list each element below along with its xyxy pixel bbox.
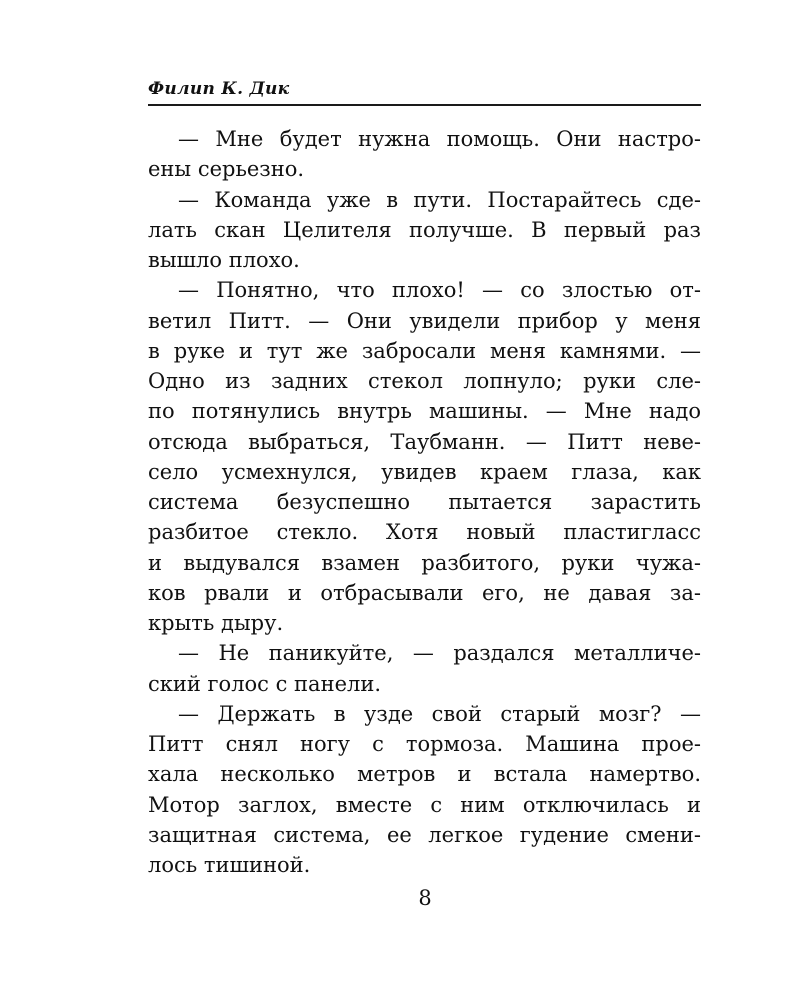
- text-line: разбитое стекло. Хотя новый пластигласс: [148, 520, 701, 545]
- text-line: — Держать в узде свой старый мозг? —: [178, 701, 701, 726]
- text-line: — Понятно, что плохо! — со злостью от-: [178, 278, 701, 303]
- text-line: отсюда выбраться, Таубманн. — Питт неве-: [148, 429, 701, 454]
- text-line: вышло плохо.: [148, 248, 300, 272]
- text-line: в руке и тут же забросали меня камнями. —: [148, 338, 701, 363]
- body-text: [148, 124, 701, 880]
- text-line: система безуспешно пытается зарастить: [148, 490, 701, 514]
- text-line: ены серьезно.: [148, 157, 305, 182]
- page-number: 8: [418, 886, 432, 910]
- text-line: крыть дыру.: [148, 611, 284, 635]
- text-line: лось тишиной.: [148, 853, 311, 877]
- text-line: Одно из задних стекол лопнуло; руки сле-: [148, 369, 701, 393]
- text-line: ветил Питт. — Они увидели прибор у меня: [148, 308, 701, 333]
- text-line: защитная система, ее легкое гудение смени-: [148, 822, 701, 847]
- header-rule: [148, 104, 701, 106]
- text-line: ков рвали и отбрасывали его, не давая за-: [148, 580, 701, 605]
- running-header: Филип К. Дик: [148, 79, 290, 99]
- text-line: Мотор заглох, вместе с ним отключилась и: [148, 792, 701, 817]
- text-line: — Мне будет нужна помощь. Они настро-: [178, 127, 701, 151]
- text-line: хала несколько метров и встала намертво.: [148, 762, 701, 787]
- text-line: по потянулись внутрь машины. — Мне надо: [148, 399, 701, 424]
- text-line: село усмехнулся, увидев краем глаза, как: [148, 459, 701, 484]
- text-line: лать скан Целителя получше. В первый раз: [148, 217, 701, 242]
- text-line: Питт снял ногу с тормоза. Машина прое-: [148, 732, 701, 756]
- text-line: и выдувался взамен разбитого, руки чужа-: [148, 550, 701, 575]
- text-line: ский голос с панели.: [148, 671, 382, 696]
- text-line: — Команда уже в пути. Постарайтесь сде-: [178, 187, 701, 212]
- text-line: — Не паникуйте, — раздался металличе-: [178, 641, 701, 666]
